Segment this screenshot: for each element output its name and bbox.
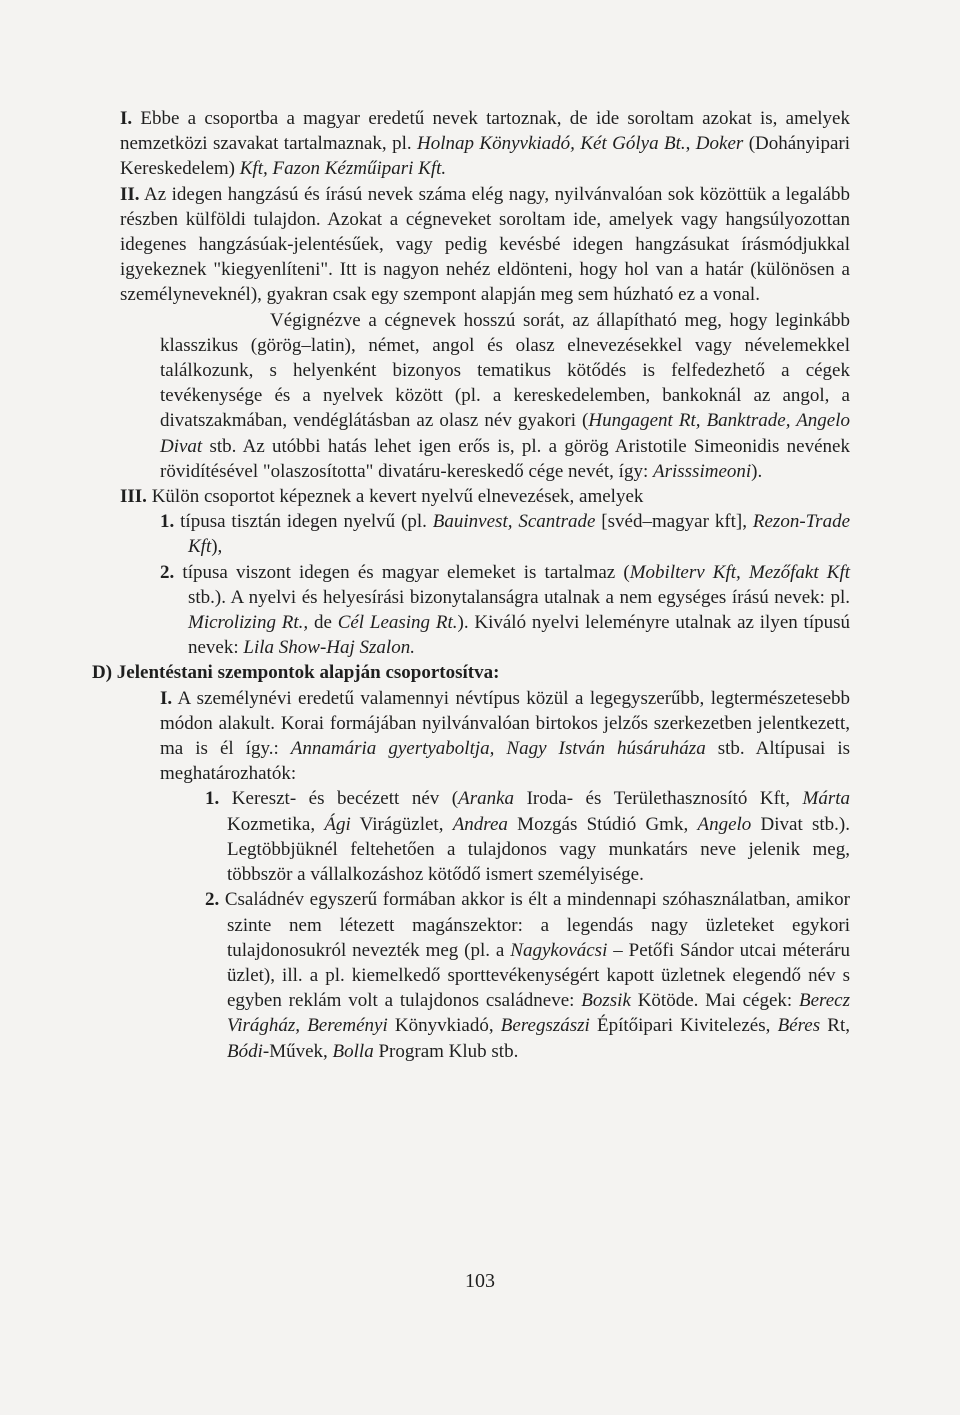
text-run: Végignézve a cégnevek hosszú sorát, az állapítható meg, hogy leginkább klasszikus (görög–latin), német, angol és olasz elnevezésekkel vagy névelemekkel találkozunk, s helyenként bizonyos tematikus kötődés is felfedezhető a cégek tevékenysége és a nyelvek között (pl. a kereskedelemben, bankoknál az angol, a divatszakmában, vendéglátásban az olasz név gyakori ( [160,309,850,432]
text-run: Holnap Könyvkiadó, Két Gólya Bt. [417,133,686,155]
text-run: Bauinvest, Scantrade [432,511,596,533]
text-run: Márta [802,788,850,810]
text-run: ), [211,536,223,558]
text-run: Lila Show-Haj Szalon. [243,637,415,659]
text-run: 1. [160,511,175,533]
text-run: Berecz Virágház, Bereményi [227,990,850,1037]
text-run: stb.). A nyelvi és helyesírási bizonytalanságra utalnak a nem egységes írású nevek: pl. [188,586,850,608]
text-run: Mozgás Stúdió Gmk, [507,813,698,835]
text-run: Kereszt- és becézett név ( [219,788,459,810]
text-run: Rezon-Trade Kft [188,511,850,558]
text-run: I. [160,687,173,709]
text-run: Bozsik [581,990,631,1012]
text-run: Kötöde. Mai cégek: [630,990,799,1012]
text-run: Arisssimeoni [652,460,752,482]
text-run: Hungagent Rt, Banktrade, Angelo Divat [160,410,851,457]
text-run: Annamária gyertyaboltja, Nagy István húsáruháza [290,738,706,760]
text-run: (Dohányipari Kereskedelem) [120,133,850,180]
text-run: Angelo [697,813,752,835]
text-run: Bódi [227,1040,263,1062]
paragraph-10 [205,887,850,1063]
body-text [92,106,851,1064]
text-run: Mobilterv Kft, Mezőfakt Kft [629,561,850,583]
paragraph-2 [120,182,850,308]
text-run: ). Kiváló nyelvi leleményre utalnak az ilyen típusú nevek: [188,612,851,659]
text-run: 1. [205,788,220,810]
text-run: Kft, Fazon Kézműipari Kft. [239,158,447,180]
text-run: Ági [324,813,351,835]
text-run: Divat stb.). Legtöbbjüknél feltehetően a tulajdonos vagy munkatárs neve jelenik meg, többször a vállalkozáshoz kötődő ismert személyisége. [227,813,851,886]
text-run: A személynévi eredetű valamennyi névtípus közül a legegyszerűbb, legtermészetesebb módon alakult. Korai formájában nyilvánvalóan birtokos jelzős szerkezetben jelentkezett, ma is él így.: [160,687,850,760]
paragraph-9 [205,786,850,887]
text-run: Program Klub stb. [373,1040,519,1062]
text-run: Nagykovácsi [510,939,608,961]
text-run: Ebbe a csoportba a magyar eredetű nevek tartoznak, de ide soroltam azokat is, amelyek nemzetközi szavakat tartalmaznak, pl. [120,108,850,155]
text-run: , [685,133,696,155]
text-run: típusa tisztán idegen nyelvű (pl. [174,511,433,533]
text-run: 2. [205,889,220,911]
text-run: stb. Altípusai is meghatározhatók: [160,738,851,785]
text-run: de [308,612,338,634]
text-run: Az idegen hangzású és írású nevek száma elég nagy, nyilvánvalóan sok közöttük a legalább részben külföldi tulajdon. Azokat a cégneveket soroltam ide, amelyek vagy hangsúlyozottan idegenes hangzásúak-jelentésűek, vagy pedig kevésbé idegen hangzásukat írásmódjukkal igyekeznek "kiegyenlíteni". Itt is nagyon nehéz eldönteni, hogy hol van a határ (különösen a személyneveknél), gyakran csak egy szempont alapján meg sem húzható ez a vonal. [120,183,850,306]
text-run: – Petőfi Sándor utcai méteráru üzlet), ill. a pl. kiemelkedő sporttevékenységért kapott üzletnek elegendő név s egyben reklám volt a tulajdonos családneve: [227,939,850,1012]
paragraph-8 [160,686,850,787]
text-run: Családnév egyszerű formában akkor is élt a mindennapi szóhasználatban, amikor szinte nem létezett magánszektor: a legendás nagy üzleteket egykori tulajdonosukról nevezték meg (pl. a [219,889,850,961]
text-run: Aranka [458,788,515,810]
page-number: 103 [465,1270,495,1292]
text-run: Béres [777,1015,821,1037]
text-run: stb. Az utóbbi hatás lehet igen erős is, pl. a görög Aristotile Simeonidis nevének rövidítésével "olaszosította" divatáru-kereskedő cége nevét, így: [160,435,850,482]
text-run: Könyvkiadó, [387,1015,501,1037]
text-run: Rt, [820,1015,851,1037]
text-run: típusa viszont idegen és magyar elemeket is tartalmaz ( [174,561,630,583]
text-run: Virágüzlet, [350,813,453,835]
paragraph-4 [120,484,850,509]
text-run: Beregszászi [500,1015,590,1037]
text-run: ). [751,460,763,482]
paragraph-3 [160,308,850,484]
paragraph-5 [160,509,850,559]
paragraph-6 [160,560,850,661]
text-run: Kozmetika, [227,813,325,835]
text-run: D) Jelentéstani szempontok alapján csoportosítva: [92,662,500,684]
text-run: Építőipari Kivitelezés, [589,1015,778,1037]
text-run: 2. [160,561,175,583]
text-run: Bolla [332,1040,374,1062]
paragraph-7 [92,660,850,685]
text-run: Microlizing Rt., [188,612,309,634]
text-run: -Művek, [262,1040,333,1062]
text-run: Andrea [452,813,508,835]
text-run: II. [120,183,140,205]
text-run: Cél Leasing Rt. [337,612,458,634]
text-run: Külön csoportot képeznek a kevert nyelvű elnevezések, amelyek [146,486,644,508]
text-run: III. [120,486,147,508]
text-run: I. [120,108,133,129]
text-run: Iroda- és Területhasznosító Kft, [514,788,803,810]
paragraph-1 [120,106,850,182]
text-run: [svéd–magyar kft], [595,511,753,533]
text-run: Doker [695,133,744,155]
